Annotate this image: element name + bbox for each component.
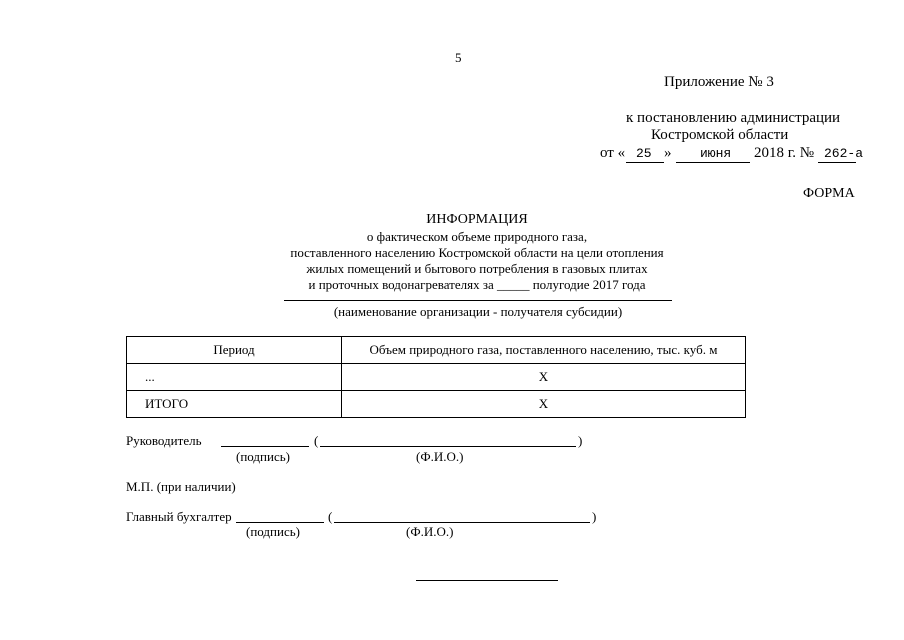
head-fio-caption: (Ф.И.О.): [416, 449, 464, 464]
info-line-4: и проточных водонагревателях за _____ полугодие 2017 года: [308, 277, 646, 292]
accountant-fio-line: [334, 522, 590, 523]
accountant-sign-caption: (подпись): [246, 524, 300, 539]
stamp-label: М.П. (при наличии): [126, 479, 236, 494]
info-line-2: поставленного населению Костромской области на цели отопления: [290, 245, 664, 260]
form-label: ФОРМА: [803, 186, 855, 201]
table-header-row: [127, 337, 746, 364]
date-mid: »: [664, 145, 672, 161]
org-name-line: [284, 300, 672, 301]
row-1-period: ...: [127, 364, 342, 391]
appendix-title: Приложение № 3: [664, 74, 774, 90]
accountant-close-paren: ): [592, 509, 597, 524]
table-row: [127, 391, 746, 418]
accountant-fio-caption: (Ф.И.О.): [406, 524, 454, 539]
head-open-paren: (: [314, 433, 319, 448]
date-month: июня: [700, 146, 732, 161]
info-line-1: о фактическом объеме природного газа,: [366, 229, 588, 244]
appendix-line-1: к постановлению администрации: [626, 110, 841, 126]
bottom-divider: [416, 580, 558, 581]
org-caption: (наименование организации - получателя субсидии): [333, 304, 623, 319]
decree-number: 262-а: [824, 146, 864, 161]
date-year: 2018 г. №: [754, 145, 815, 161]
date-day: 25: [636, 146, 652, 161]
head-fio-line: [320, 446, 576, 447]
info-line-3: жилых помещений и бытового потребления в газовых плитах: [306, 261, 648, 276]
row-1-volume: X: [342, 364, 746, 391]
header-period: Период: [127, 337, 342, 364]
gas-volume-table: [126, 336, 746, 418]
head-sign-line: [221, 446, 309, 447]
appendix-line-2: Костромской области: [651, 127, 789, 143]
head-label: Руководитель: [126, 433, 202, 448]
table-row: [127, 364, 746, 391]
row-2-volume: X: [342, 391, 746, 418]
accountant-open-paren: (: [328, 509, 333, 524]
date-prefix: от «: [600, 145, 626, 161]
row-2-period: ИТОГО: [127, 391, 342, 418]
header-volume: Объем природного газа, поставленного населению, тыс. куб. м: [342, 337, 746, 364]
page-number: 5: [455, 50, 462, 65]
accountant-label: Главный бухгалтер: [126, 509, 232, 524]
info-title: ИНФОРМАЦИЯ: [426, 212, 528, 227]
head-close-paren: ): [578, 433, 583, 448]
head-sign-caption: (подпись): [236, 449, 290, 464]
accountant-sign-line: [236, 522, 324, 523]
